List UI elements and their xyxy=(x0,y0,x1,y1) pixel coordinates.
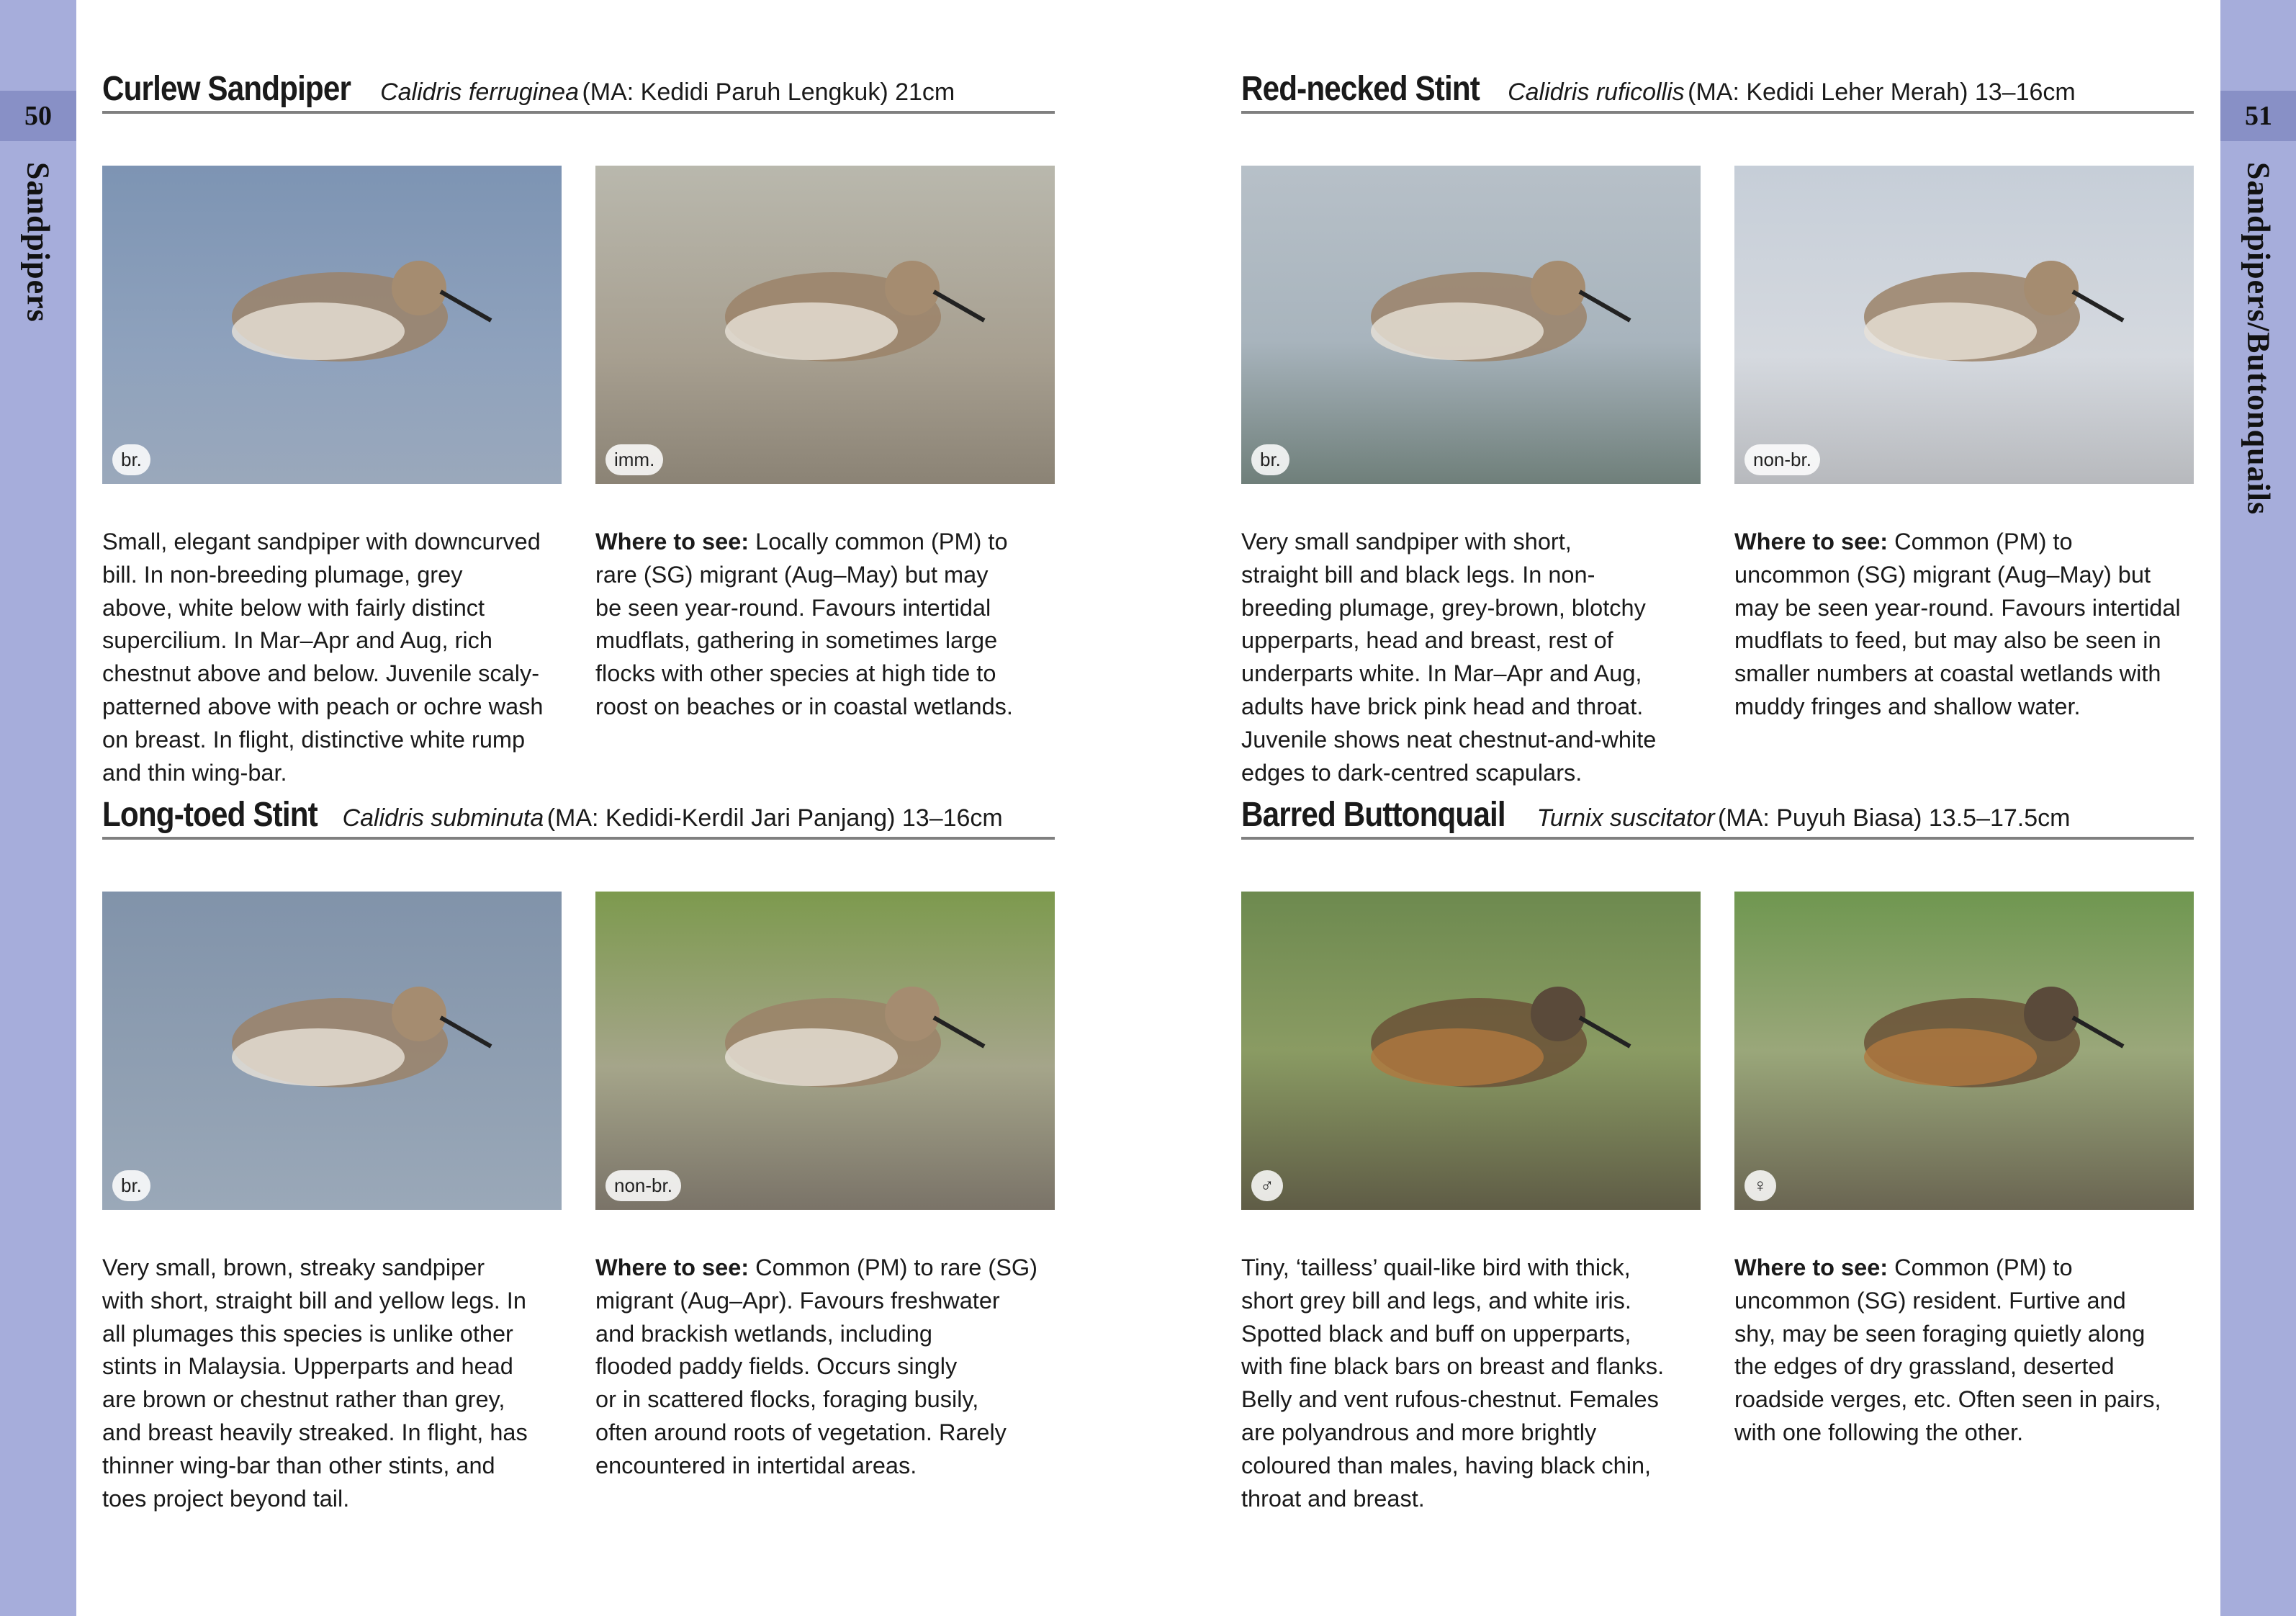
bird-silhouette-icon xyxy=(595,166,1055,484)
bird-photo xyxy=(102,166,562,484)
text-line: chestnut above and below. Juvenile scaly- xyxy=(102,660,540,687)
where-to-see-text xyxy=(1734,526,2202,724)
text-line: Belly and vent rufous-chestnut. Females xyxy=(1241,1386,1659,1413)
text-line: and thin wing-bar. xyxy=(102,759,287,786)
species-name: Long-toed Stint xyxy=(102,796,318,834)
text-segment: shy, may be seen foraging quietly along xyxy=(1734,1320,2146,1347)
text-line xyxy=(1734,624,2202,657)
bird-photo xyxy=(102,892,562,1210)
text-line xyxy=(595,1252,1063,1285)
text-line xyxy=(595,1450,1063,1483)
where-to-see-text xyxy=(595,526,1063,724)
scientific-name: Calidris subminuta xyxy=(342,804,544,832)
text-line: breeding plumage, grey-brown, blotchy xyxy=(1241,594,1646,621)
text-segment: migrant (Aug–Apr). Favours freshwater xyxy=(595,1287,1000,1314)
page-number: 51 xyxy=(2220,91,2296,141)
description-text xyxy=(1241,526,1709,789)
text-line xyxy=(1734,592,2202,625)
bird-photo xyxy=(1241,892,1701,1210)
text-segment: or in scattered flocks, foraging busily, xyxy=(595,1386,979,1413)
page-number: 50 xyxy=(0,91,76,141)
text-segment: and brackish wetlands, including xyxy=(595,1320,932,1347)
local-name-size: (MA: Puyuh Biasa) 13.5–17.5cm xyxy=(1718,804,2071,832)
text-segment: uncommon (SG) resident. Furtive and xyxy=(1734,1287,2126,1314)
text-line xyxy=(595,526,1063,559)
bird-photo xyxy=(1734,166,2194,484)
bird-silhouette-icon xyxy=(102,166,562,484)
text-line xyxy=(1734,1252,2202,1285)
text-segment: Common (PM) to xyxy=(1894,1254,2073,1280)
section-tab: Sandpipers/Buttonquails xyxy=(2241,162,2277,516)
text-line: straight bill and black legs. In non- xyxy=(1241,561,1595,588)
text-segment: rare (SG) migrant (Aug–May) but may xyxy=(595,561,989,588)
text-line xyxy=(595,1318,1063,1351)
text-line xyxy=(595,1285,1063,1318)
where-label: Where to see: xyxy=(1734,529,1888,555)
description-text xyxy=(102,526,570,789)
text-segment: flocks with other species at high tide to xyxy=(595,660,996,687)
text-line: all plumages this species is unlike other xyxy=(102,1320,513,1347)
where-to-see-text xyxy=(595,1252,1063,1483)
plumage-badge: br. xyxy=(112,1170,150,1201)
text-line: Very small, brown, streaky sandpiper xyxy=(102,1254,485,1280)
text-segment: mudflats, gathering in sometimes large xyxy=(595,627,998,654)
right-thumb-strip xyxy=(2220,0,2296,1616)
plumage-badge: ♂ xyxy=(1251,1170,1283,1201)
species-heading xyxy=(1241,795,2194,840)
text-line: edges to dark-centred scapulars. xyxy=(1241,759,1583,786)
text-line: coloured than males, having black chin, xyxy=(1241,1452,1652,1478)
text-line: are brown or chestnut rather than grey, xyxy=(102,1386,505,1413)
text-line xyxy=(595,691,1063,724)
plumage-badge: ♀ xyxy=(1744,1170,1776,1201)
text-line xyxy=(1734,691,2202,724)
scientific-name: Calidris ferruginea xyxy=(380,78,579,106)
bird-silhouette-icon xyxy=(1241,892,1701,1210)
bird-silhouette-icon xyxy=(595,892,1055,1210)
local-name-size: (MA: Kedidi-Kerdil Jari Panjang) 13–16cm xyxy=(546,804,1003,832)
text-line: Juvenile shows neat chestnut-and-white xyxy=(1241,726,1657,753)
text-line xyxy=(1734,657,2202,691)
bird-photo xyxy=(1241,166,1701,484)
text-line: Spotted black and buff on upperparts, xyxy=(1241,1320,1631,1347)
text-line xyxy=(1734,526,2202,559)
plumage-badge: imm. xyxy=(605,444,663,475)
species-name: Barred Buttonquail xyxy=(1241,796,1505,834)
text-line: underparts white. In Mar–Apr and Aug, xyxy=(1241,660,1642,687)
text-line xyxy=(1734,1417,2202,1450)
text-segment: often around roots of vegetation. Rarely xyxy=(595,1419,1007,1445)
text-segment: flooded paddy fields. Occurs singly xyxy=(595,1353,958,1380)
text-segment: Common (PM) to rare (SG) xyxy=(755,1254,1037,1280)
text-line xyxy=(1734,1318,2202,1351)
text-line: short grey bill and legs, and white iris. xyxy=(1241,1287,1631,1314)
description-text xyxy=(1241,1252,1709,1515)
bird-photo xyxy=(1734,892,2194,1210)
text-line: with short, straight bill and yellow legs. In xyxy=(102,1287,526,1314)
species-heading xyxy=(1241,69,2194,114)
text-segment: may be seen year-round. Favours intertidal xyxy=(1734,594,2181,621)
text-segment: uncommon (SG) migrant (Aug–May) but xyxy=(1734,561,2151,588)
text-line: bill. In non-breeding plumage, grey xyxy=(102,561,463,588)
text-line: upperparts, head and breast, rest of xyxy=(1241,627,1613,654)
where-to-see-text xyxy=(1734,1252,2202,1450)
text-line xyxy=(595,1383,1063,1417)
text-segment: muddy fringes and shallow water. xyxy=(1734,693,2081,719)
text-line: supercilium. In Mar–Apr and Aug, rich xyxy=(102,627,492,654)
text-line: are polyandrous and more brightly xyxy=(1241,1419,1597,1445)
text-segment: Common (PM) to xyxy=(1894,529,2073,555)
text-segment: mudflats to feed, but may also be seen in xyxy=(1734,627,2161,654)
text-line: Tiny, ‘tailless’ quail-like bird with thick, xyxy=(1241,1254,1631,1280)
species-name: Curlew Sandpiper xyxy=(102,70,351,108)
text-line: Small, elegant sandpiper with downcurved xyxy=(102,529,541,555)
text-line: adults have brick pink head and throat. xyxy=(1241,693,1644,719)
text-line xyxy=(595,624,1063,657)
text-line xyxy=(595,559,1063,592)
plumage-badge: br. xyxy=(112,444,150,475)
text-line xyxy=(595,592,1063,625)
text-line: patterned above with peach or ochre wash xyxy=(102,693,544,719)
text-line: throat and breast. xyxy=(1241,1485,1425,1512)
text-line xyxy=(1734,1350,2202,1383)
text-segment: with one following the other. xyxy=(1734,1419,2024,1445)
description-text xyxy=(102,1252,570,1515)
section-tab: Sandpipers xyxy=(20,162,56,323)
text-segment: the edges of dry grassland, deserted xyxy=(1734,1353,2115,1380)
text-line: and breast heavily streaked. In flight, has xyxy=(102,1419,528,1445)
text-segment: smaller numbers at coastal wetlands with xyxy=(1734,660,2161,687)
local-name-size: (MA: Kedidi Leher Merah) 13–16cm xyxy=(1688,78,2076,106)
text-segment: be seen year-round. Favours intertidal xyxy=(595,594,991,621)
text-segment: roadside verges, etc. Often seen in pairs, xyxy=(1734,1386,2161,1413)
left-thumb-strip xyxy=(0,0,76,1616)
text-line xyxy=(595,657,1063,691)
where-label: Where to see: xyxy=(595,1254,749,1280)
bird-silhouette-icon xyxy=(1734,892,2194,1210)
text-segment: roost on beaches or in coastal wetlands. xyxy=(595,693,1013,719)
species-name: Red-necked Stint xyxy=(1241,70,1480,108)
species-heading xyxy=(102,69,1055,114)
species-heading xyxy=(102,795,1055,840)
plumage-badge: br. xyxy=(1251,444,1289,475)
text-line: on breast. In flight, distinctive white rump xyxy=(102,726,526,753)
bird-photo xyxy=(595,166,1055,484)
bird-silhouette-icon xyxy=(102,892,562,1210)
text-line xyxy=(595,1350,1063,1383)
text-line: stints in Malaysia. Upperparts and head xyxy=(102,1353,513,1380)
where-label: Where to see: xyxy=(1734,1254,1888,1280)
text-segment: Locally common (PM) to xyxy=(755,529,1008,555)
scientific-name: Turnix suscitator xyxy=(1536,804,1715,832)
text-line xyxy=(1734,1383,2202,1417)
text-line: thinner wing-bar than other stints, and xyxy=(102,1452,495,1478)
plumage-badge: non-br. xyxy=(605,1170,681,1201)
text-line xyxy=(1734,559,2202,592)
text-line: toes project beyond tail. xyxy=(102,1485,350,1512)
bird-photo xyxy=(595,892,1055,1210)
local-name-size: (MA: Kedidi Paruh Lengkuk) 21cm xyxy=(582,78,955,106)
plumage-badge: non-br. xyxy=(1744,444,1820,475)
text-line: with fine black bars on breast and flanks. xyxy=(1241,1353,1665,1380)
where-label: Where to see: xyxy=(595,529,749,555)
text-line: above, white below with fairly distinct xyxy=(102,594,485,621)
text-line xyxy=(595,1417,1063,1450)
text-segment: encountered in intertidal areas. xyxy=(595,1452,917,1478)
bird-silhouette-icon xyxy=(1241,166,1701,484)
text-line xyxy=(1734,1285,2202,1318)
text-line: Very small sandpiper with short, xyxy=(1241,529,1572,555)
scientific-name: Calidris ruficollis xyxy=(1508,78,1685,106)
bird-silhouette-icon xyxy=(1734,166,2194,484)
